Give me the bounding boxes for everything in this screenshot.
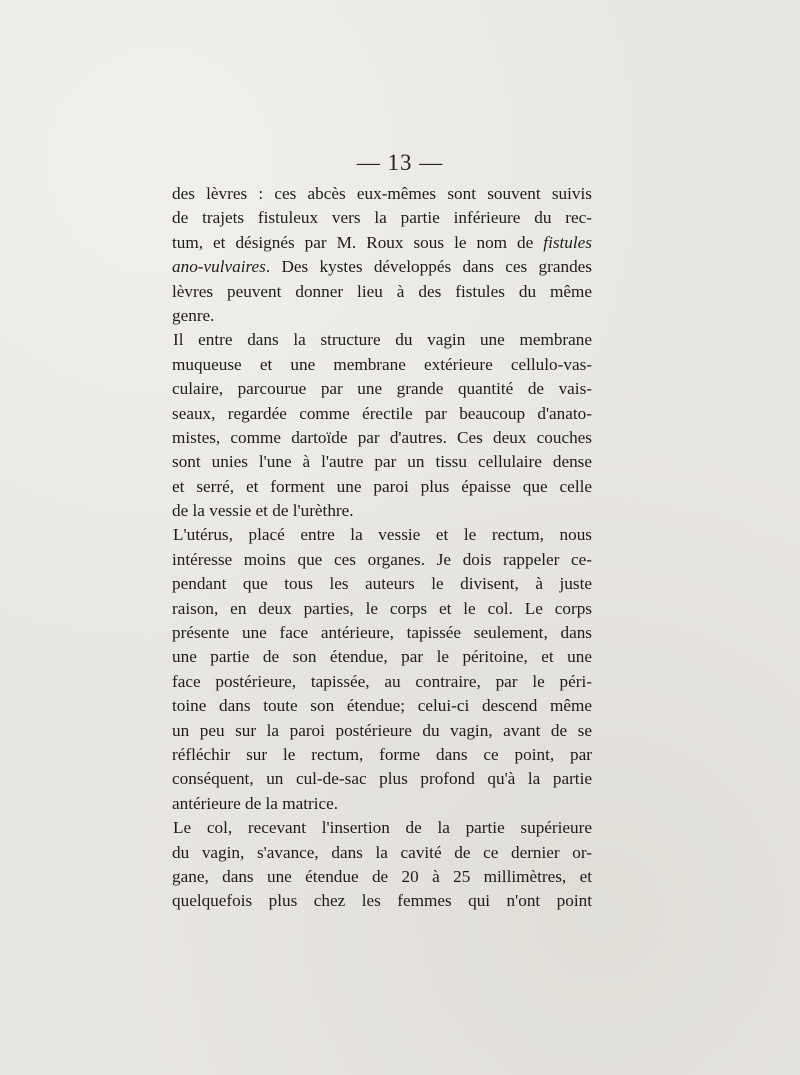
body-text bbox=[172, 182, 592, 914]
text-segment: . Des kystes développés dans ces grandes bbox=[265, 257, 592, 277]
text-line: Il entre dans la structure du vagin une membrane bbox=[173, 330, 592, 350]
text-line: muqueuse et une membrane extérieure cellulo-vas- bbox=[172, 354, 592, 374]
text-line: réfléchir sur le rectum, forme dans ce point, par bbox=[172, 744, 592, 764]
text-line: gane, dans une étendue de 20 à 25 millimètres, et bbox=[172, 866, 592, 886]
text-line: mistes, comme dartoïde par d'autres. Ces deux couches bbox=[172, 427, 592, 447]
italic-term: ano-vulvaires bbox=[172, 257, 266, 277]
text-line: raison, en deux parties, le corps et le col. Le corps bbox=[172, 598, 592, 618]
text-line: un peu sur la paroi postérieure du vagin, avant de se bbox=[172, 720, 592, 740]
text-line: quelquefois plus chez les femmes qui n'ont point bbox=[172, 891, 592, 911]
text-line: conséquent, un cul-de-sac plus profond qu'à la partie bbox=[172, 769, 592, 789]
italic-term: fistules bbox=[543, 232, 592, 252]
text-line: et serré, et forment une paroi plus épaisse que celle bbox=[172, 476, 592, 496]
text-line: lèvres peuvent donner lieu à des fistules du même bbox=[172, 281, 592, 301]
text-line: de la vessie et de l'urèthre. bbox=[172, 501, 354, 521]
text-line: sont unies l'une à l'autre par un tissu cellulaire dense bbox=[172, 452, 592, 472]
text-line: genre. bbox=[172, 305, 215, 325]
text-line bbox=[172, 255, 592, 279]
text-line: présente une face antérieure, tapissée seulement, dans bbox=[172, 623, 592, 643]
text-line: Le col, recevant l'insertion de la partie supérieure bbox=[173, 818, 592, 838]
text-line: pendant que tous les auteurs le divisent, à juste bbox=[172, 574, 592, 594]
text-line: antérieure de la matrice. bbox=[172, 793, 339, 813]
text-line: du vagin, s'avance, dans la cavité de ce dernier or- bbox=[172, 842, 592, 862]
text-line: toine dans toute son étendue; celui-ci descend même bbox=[172, 696, 592, 716]
text-line: de trajets fistuleux vers la partie inférieure du rec- bbox=[172, 208, 592, 228]
text-line: une partie de son étendue, par le péritoine, et une bbox=[172, 647, 592, 667]
text-line: seaux, regardée comme érectile par beaucoup d'anato- bbox=[172, 403, 592, 423]
page-number: — 13 — bbox=[356, 150, 444, 175]
text-segment: tum, et désignés par M. Roux sous le nom de bbox=[172, 232, 544, 252]
text-line: face postérieure, tapissée, au contraire, par le péri- bbox=[172, 671, 592, 691]
text-line: L'utérus, placé entre la vessie et le rectum, nous bbox=[173, 525, 592, 545]
text-line: intéresse moins que ces organes. Je dois rappeler ce- bbox=[172, 549, 592, 569]
text-line bbox=[172, 231, 592, 255]
text-line: culaire, parcourue par une grande quantité de vais- bbox=[172, 379, 592, 399]
text-line: des lèvres : ces abcès eux-mêmes sont souvent suivis bbox=[172, 184, 592, 203]
